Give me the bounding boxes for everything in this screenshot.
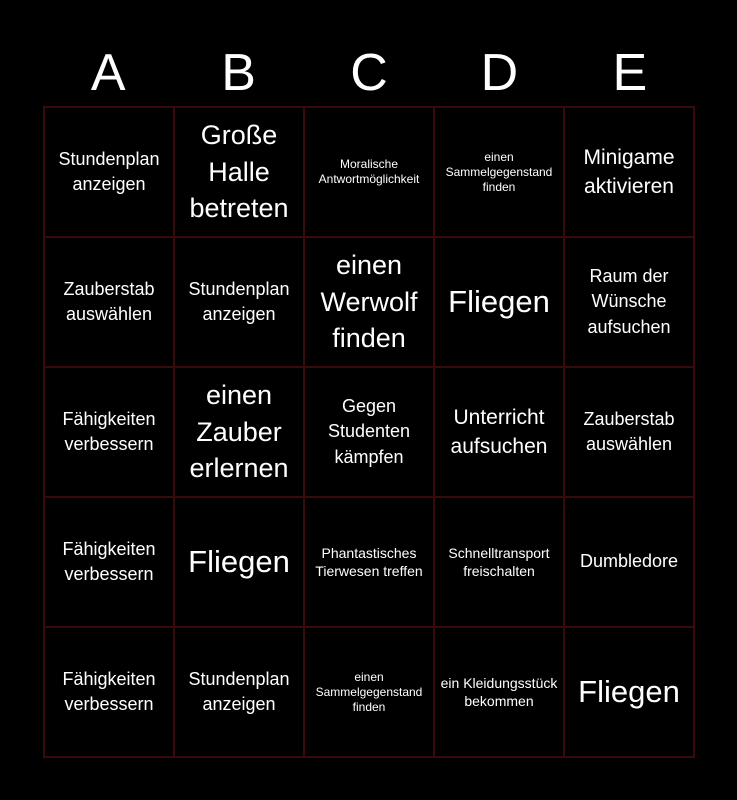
bingo-cell-d3[interactable] (435, 368, 563, 496)
bingo-cell-a3[interactable] (45, 368, 173, 496)
column-letter-d: D (480, 44, 519, 102)
bingo-header (43, 40, 695, 106)
bingo-cell-c4[interactable] (305, 498, 433, 626)
bingo-cell-text: Stundenplan anzeigen (58, 148, 160, 194)
bingo-cell-e4[interactable] (565, 498, 693, 626)
bingo-cell-b4[interactable] (175, 498, 303, 626)
bingo-cell-e5[interactable] (565, 628, 693, 756)
bingo-cell-a4[interactable] (45, 498, 173, 626)
bingo-cell-text: einen Werwolf finden (320, 250, 418, 354)
bingo-cell-c1[interactable] (305, 108, 433, 236)
bingo-cell-b1[interactable] (175, 108, 303, 236)
bingo-cell-a5[interactable] (45, 628, 173, 756)
bingo-cell-d1[interactable] (435, 108, 563, 236)
bingo-cell-text: Schnelltransport freischalten (448, 544, 550, 579)
bingo-cell-text: Moralische Antwortmöglichkeit (318, 157, 420, 186)
bingo-cell-text: Stundenplan anzeigen (188, 278, 290, 324)
bingo-cell-text: Stundenplan anzeigen (188, 668, 290, 714)
bingo-cell-b3[interactable] (175, 368, 303, 496)
bingo-cell-text: Zauberstab auswählen (583, 408, 675, 454)
bingo-cell-text: Unterricht aufsuchen (450, 405, 548, 458)
bingo-cell-e1[interactable] (565, 108, 693, 236)
bingo-cell-e3[interactable] (565, 368, 693, 496)
bingo-cell-text: Phantastisches Tierwesen treffen (315, 544, 423, 579)
bingo-cell-text: Fähigkeiten verbessern (62, 538, 156, 584)
bingo-cell-c3[interactable] (305, 368, 433, 496)
column-letter-c: C (350, 44, 388, 102)
bingo-cell-text: Fähigkeiten verbessern (62, 668, 156, 714)
column-letter-b: B (221, 44, 256, 102)
bingo-cell-c2[interactable] (305, 238, 433, 366)
bingo-cell-e2[interactable] (565, 238, 693, 366)
bingo-cell-text: einen Sammelgegenstand finden (315, 669, 423, 714)
bingo-cell-d4[interactable] (435, 498, 563, 626)
bingo-cell-text: Fliegen (578, 674, 680, 710)
bingo-cell-text: Große Halle betreten (189, 120, 289, 224)
bingo-cell-text: Fähigkeiten verbessern (62, 408, 156, 454)
bingo-cell-text: einen Zauber erlernen (189, 380, 289, 484)
bingo-cell-text: Gegen Studenten kämpfen (327, 396, 411, 467)
bingo-cell-text: Zauberstab auswählen (63, 278, 155, 324)
bingo-cell-text: Raum der Wünsche aufsuchen (587, 266, 671, 337)
bingo-cell-text: ein Kleidungsstück bekommen (440, 674, 558, 709)
bingo-cell-a2[interactable] (45, 238, 173, 366)
column-letter-a: A (90, 44, 126, 102)
bingo-cell-text: Dumbledore (579, 551, 679, 572)
bingo-cell-b2[interactable] (175, 238, 303, 366)
bingo-cell-a1[interactable] (45, 108, 173, 236)
bingo-cell-text: Fliegen (448, 284, 550, 320)
bingo-cell-d2[interactable] (435, 238, 563, 366)
bingo-cell-text: Fliegen (188, 544, 290, 580)
bingo-cell-d5[interactable] (435, 628, 563, 756)
bingo-cell-text: Minigame aktivieren (583, 145, 675, 198)
column-letter-e: E (612, 44, 648, 102)
bingo-cell-text: einen Sammelgegenstand finden (445, 149, 553, 194)
bingo-cell-b5[interactable] (175, 628, 303, 756)
bingo-cell-c5[interactable] (305, 628, 433, 756)
bingo-board (43, 106, 695, 758)
